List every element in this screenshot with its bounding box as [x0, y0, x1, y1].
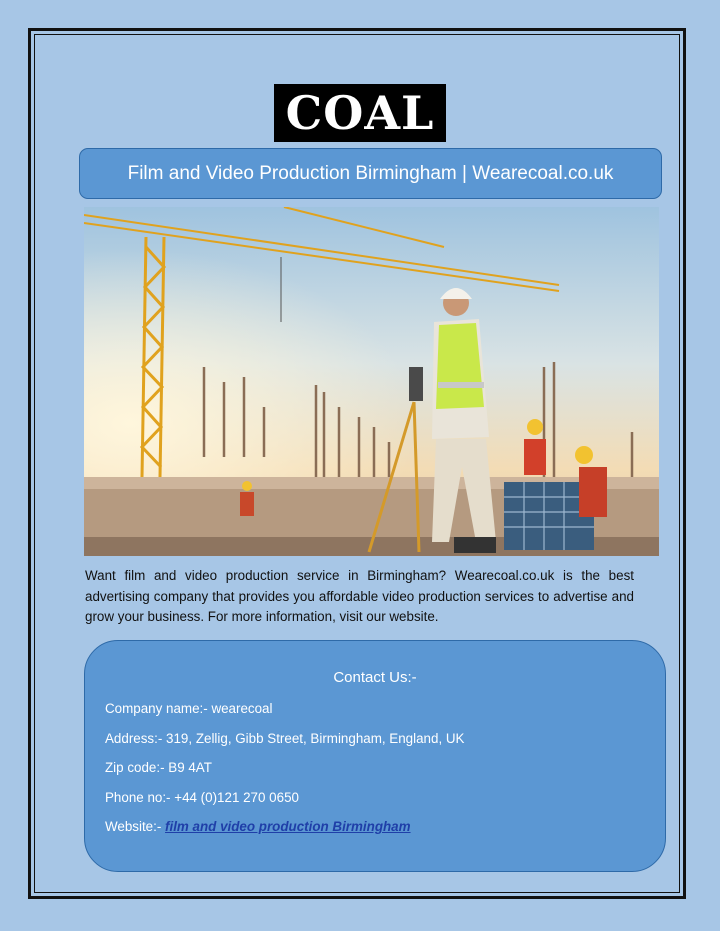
phone-value: +44 (0)121 270 0650 [174, 790, 299, 805]
logo-text: COAL [285, 86, 435, 140]
phone-line [105, 790, 299, 805]
address-value: 319, Zellig, Gibb Street, Birmingham, England, UK [166, 731, 465, 746]
website-label: Website:- [105, 819, 166, 834]
contact-box [84, 640, 666, 872]
company-value: wearecoal [211, 701, 273, 716]
address-label: Address:- [105, 731, 167, 746]
zip-label: Zip code:- [105, 760, 169, 775]
coal-logo [274, 84, 446, 142]
page-title: Film and Video Production Birmingham | Wearecoal.co.uk [127, 162, 614, 184]
zip-value: B9 4AT [168, 760, 212, 775]
title-banner [79, 148, 662, 199]
construction-photo-illustration [84, 207, 659, 556]
zip-code-line [105, 760, 212, 775]
address-line [105, 731, 465, 746]
construction-site-photo [84, 207, 659, 556]
contact-heading: Contact Us:- [333, 669, 417, 686]
company-name-line [105, 701, 272, 716]
website-link[interactable]: film and video production Birmingham [165, 819, 411, 834]
description-paragraph: Want film and video production service in Birmingham? Wearecoal.co.uk is the best advertising company that provides you affordable video production services to advertise and grow your business. For more information, visit our website. [85, 568, 634, 624]
company-label: Company name:- [105, 701, 212, 716]
phone-label: Phone no:- [105, 790, 175, 805]
website-line [105, 819, 411, 834]
